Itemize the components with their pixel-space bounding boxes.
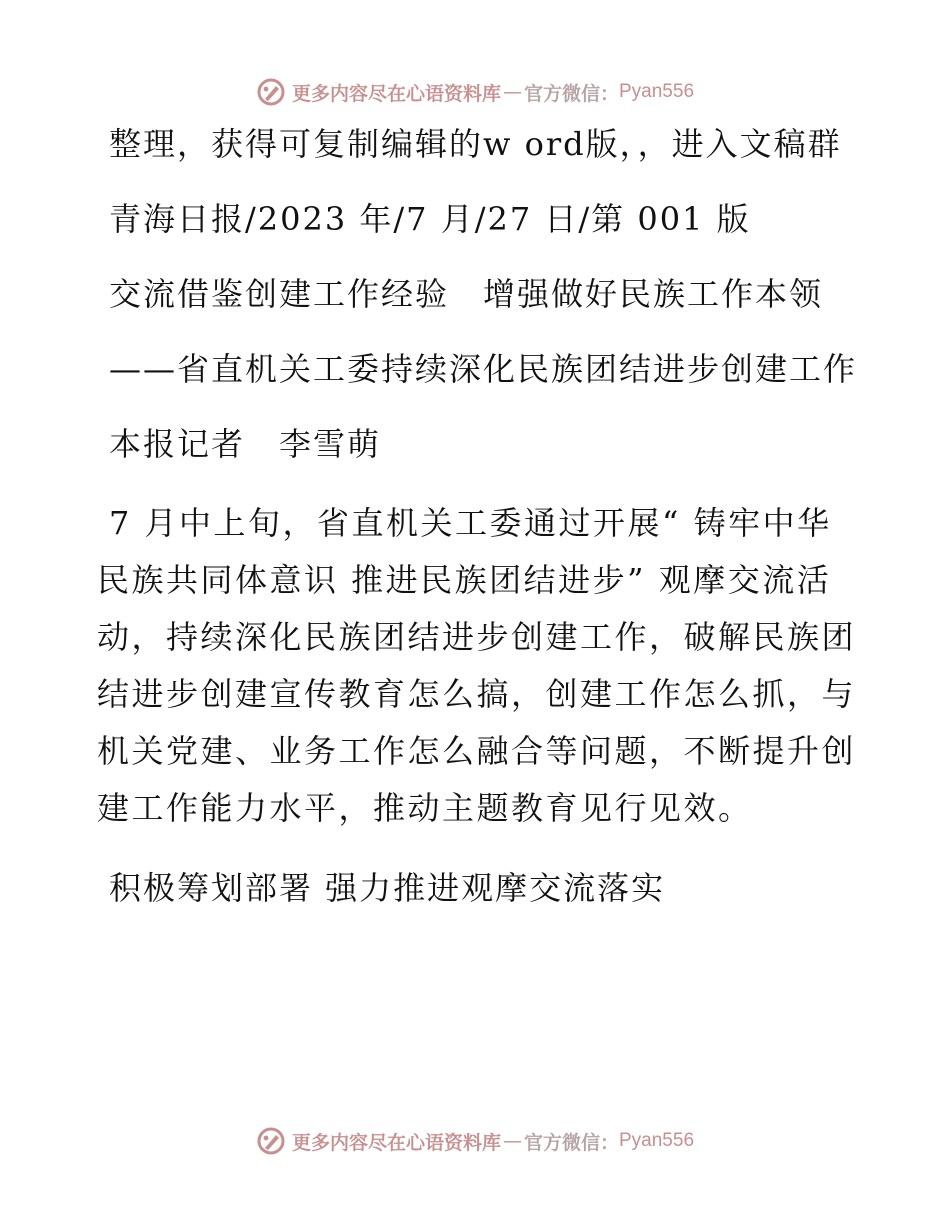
document-body — [97, 120, 857, 939]
pen-seal-logo-icon — [256, 77, 286, 107]
watermark-wechat-label: 官方微信： — [523, 82, 619, 105]
intro-paragraph: 整理，获得可复制编辑的w ord版，，进入文稿群 — [109, 125, 842, 163]
watermark-wechat-label: 官方微信： — [523, 1131, 619, 1154]
watermark-banner-top — [0, 72, 950, 112]
section-heading: 积极筹划部署 强力推进观摩交流落实 — [109, 869, 666, 907]
watermark-banner-bottom — [0, 1121, 950, 1161]
watermark-handle: Pyan556 — [619, 81, 695, 102]
watermark-lead-text: 更多内容尽在心语资料库 — [291, 82, 501, 105]
subheadline: ——省直机关工委持续深化民族团结进步创建工作 — [109, 350, 858, 388]
body-paragraph: 7 月中上旬，省直机关工委通过开展“ 铸牢中华民族共同体意识 推进民族团结进步” 观摩交流活动，持续深化民族团结进步创建工作，破解民族团结进步创建宣传教育怎么搞，创建工作怎么抓，与机关党建、业务工作怎么融合等问题，不断提升创建工作能力水平，推动主题教育见行见效。 — [97, 504, 857, 827]
byline: 本报记者 李雪萌 — [109, 425, 382, 463]
headline: 交流借鉴创建工作经验 增强做好民族工作本领 — [109, 275, 824, 313]
watermark-separator: — — [502, 1130, 522, 1152]
watermark-separator: — — [502, 81, 522, 103]
watermark-handle: Pyan556 — [619, 1130, 695, 1151]
source-line: 青海日报/2023 年/7 月/27 日/第 001 版 — [109, 200, 751, 238]
watermark-lead-text: 更多内容尽在心语资料库 — [291, 1131, 501, 1154]
pen-seal-logo-icon — [256, 1126, 286, 1156]
